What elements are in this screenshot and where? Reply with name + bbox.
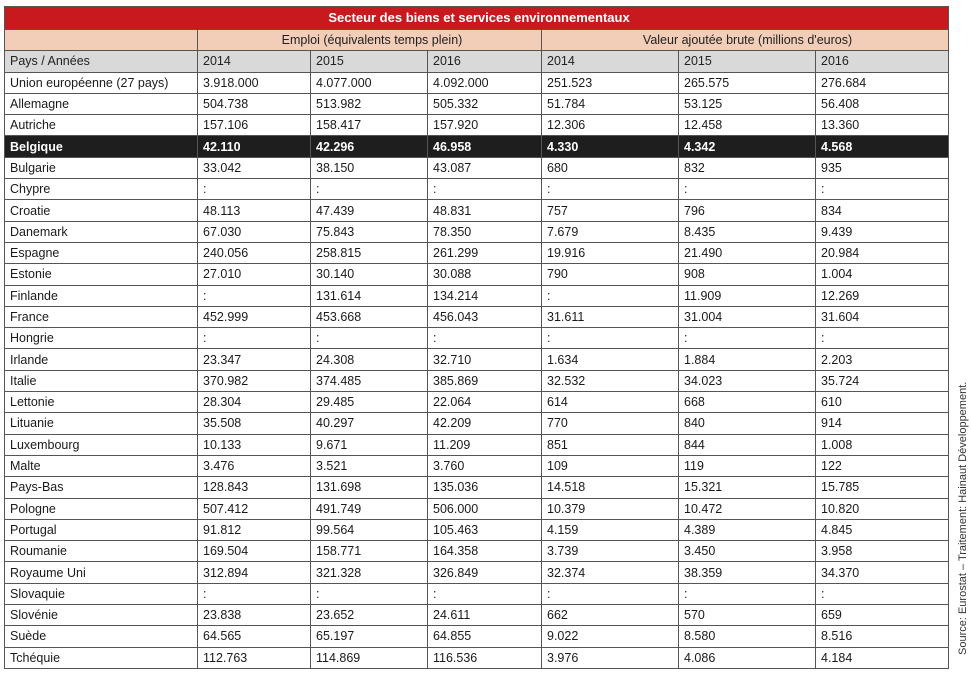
value-cell: 78.350 bbox=[428, 221, 542, 242]
value-cell: 51.784 bbox=[542, 93, 679, 114]
value-cell: 11.909 bbox=[679, 285, 816, 306]
table-row bbox=[5, 498, 949, 519]
value-cell: : bbox=[198, 179, 311, 200]
value-cell: 135.036 bbox=[428, 477, 542, 498]
value-cell: 3.521 bbox=[311, 455, 428, 476]
table-row bbox=[5, 562, 949, 583]
country-cell: Italie bbox=[5, 370, 198, 391]
value-cell: 3.760 bbox=[428, 455, 542, 476]
country-cell: Belgique bbox=[5, 136, 198, 157]
value-cell: : bbox=[542, 179, 679, 200]
year-header: 2014 bbox=[198, 51, 311, 72]
year-header-row bbox=[5, 51, 949, 72]
table-row bbox=[5, 541, 949, 562]
value-cell: 30.088 bbox=[428, 264, 542, 285]
value-cell: 34.023 bbox=[679, 370, 816, 391]
table-row bbox=[5, 349, 949, 370]
country-cell: Autriche bbox=[5, 115, 198, 136]
value-cell: 251.523 bbox=[542, 72, 679, 93]
value-cell: 3.976 bbox=[542, 647, 679, 668]
value-cell: 1.884 bbox=[679, 349, 816, 370]
year-header: 2014 bbox=[542, 51, 679, 72]
value-cell: 312.894 bbox=[198, 562, 311, 583]
value-cell: 240.056 bbox=[198, 242, 311, 263]
value-cell: : bbox=[816, 328, 949, 349]
country-cell: Royaume Uni bbox=[5, 562, 198, 583]
value-added-group-header: Valeur ajoutée brute (millions d'euros) bbox=[542, 30, 949, 51]
country-cell: Lituanie bbox=[5, 413, 198, 434]
value-cell: 614 bbox=[542, 392, 679, 413]
value-cell: 3.918.000 bbox=[198, 72, 311, 93]
value-cell: : bbox=[542, 328, 679, 349]
value-cell: 15.321 bbox=[679, 477, 816, 498]
value-cell: 35.724 bbox=[816, 370, 949, 391]
value-cell: 46.958 bbox=[428, 136, 542, 157]
value-cell: 8.435 bbox=[679, 221, 816, 242]
source-note: Source: Eurostat – Traitement: Hainaut Développement. bbox=[957, 381, 969, 655]
country-cell: France bbox=[5, 306, 198, 327]
value-cell: : bbox=[311, 328, 428, 349]
value-cell: 169.504 bbox=[198, 541, 311, 562]
country-cell: Allemagne bbox=[5, 93, 198, 114]
value-cell: : bbox=[679, 179, 816, 200]
table-title: Secteur des biens et services environnementaux bbox=[5, 7, 949, 30]
table-row bbox=[5, 477, 949, 498]
value-cell: 12.269 bbox=[816, 285, 949, 306]
value-cell: 840 bbox=[679, 413, 816, 434]
value-cell: 9.022 bbox=[542, 626, 679, 647]
value-cell: 38.150 bbox=[311, 157, 428, 178]
table-row bbox=[5, 72, 949, 93]
value-cell: 321.328 bbox=[311, 562, 428, 583]
value-cell: 258.815 bbox=[311, 242, 428, 263]
value-cell: 131.614 bbox=[311, 285, 428, 306]
table-row bbox=[5, 328, 949, 349]
value-cell: 40.297 bbox=[311, 413, 428, 434]
value-cell: 513.982 bbox=[311, 93, 428, 114]
table-row bbox=[5, 200, 949, 221]
country-cell: Roumanie bbox=[5, 541, 198, 562]
value-cell: 7.679 bbox=[542, 221, 679, 242]
value-cell: 832 bbox=[679, 157, 816, 178]
group-header-spacer bbox=[5, 30, 198, 51]
value-cell: 276.684 bbox=[816, 72, 949, 93]
value-cell: 504.738 bbox=[198, 93, 311, 114]
country-cell: Tchéquie bbox=[5, 647, 198, 668]
value-cell: 796 bbox=[679, 200, 816, 221]
value-cell: 53.125 bbox=[679, 93, 816, 114]
table-row bbox=[5, 434, 949, 455]
value-cell: 47.439 bbox=[311, 200, 428, 221]
country-cell: Chypre bbox=[5, 179, 198, 200]
value-cell: 4.845 bbox=[816, 519, 949, 540]
table-container bbox=[4, 6, 948, 669]
value-cell: 22.064 bbox=[428, 392, 542, 413]
value-cell: : bbox=[428, 328, 542, 349]
value-cell: 112.763 bbox=[198, 647, 311, 668]
value-cell: 680 bbox=[542, 157, 679, 178]
value-cell: 4.092.000 bbox=[428, 72, 542, 93]
country-cell: Estonie bbox=[5, 264, 198, 285]
value-cell: 116.536 bbox=[428, 647, 542, 668]
country-cell: Pays-Bas bbox=[5, 477, 198, 498]
table-row bbox=[5, 93, 949, 114]
value-cell: 3.476 bbox=[198, 455, 311, 476]
value-cell: : bbox=[679, 583, 816, 604]
table-row bbox=[5, 392, 949, 413]
value-cell: 128.843 bbox=[198, 477, 311, 498]
value-cell: 385.869 bbox=[428, 370, 542, 391]
value-cell: 261.299 bbox=[428, 242, 542, 263]
value-cell: 370.982 bbox=[198, 370, 311, 391]
country-cell: Espagne bbox=[5, 242, 198, 263]
value-cell: : bbox=[428, 179, 542, 200]
value-cell: 4.330 bbox=[542, 136, 679, 157]
value-cell: 610 bbox=[816, 392, 949, 413]
value-cell: : bbox=[311, 583, 428, 604]
country-cell: Hongrie bbox=[5, 328, 198, 349]
year-header: 2015 bbox=[311, 51, 428, 72]
country-cell: Finlande bbox=[5, 285, 198, 306]
country-cell: Lettonie bbox=[5, 392, 198, 413]
table-body bbox=[5, 72, 949, 668]
table-row bbox=[5, 285, 949, 306]
value-cell: 42.110 bbox=[198, 136, 311, 157]
year-header: 2016 bbox=[816, 51, 949, 72]
value-cell: 28.304 bbox=[198, 392, 311, 413]
value-cell: 164.358 bbox=[428, 541, 542, 562]
value-cell: 10.133 bbox=[198, 434, 311, 455]
value-cell: : bbox=[542, 285, 679, 306]
value-cell: 19.916 bbox=[542, 242, 679, 263]
value-cell: 12.306 bbox=[542, 115, 679, 136]
table-row bbox=[5, 519, 949, 540]
value-cell: 8.580 bbox=[679, 626, 816, 647]
value-cell: 505.332 bbox=[428, 93, 542, 114]
value-cell: 1.634 bbox=[542, 349, 679, 370]
value-cell: 42.209 bbox=[428, 413, 542, 434]
value-cell: 2.203 bbox=[816, 349, 949, 370]
value-cell: 4.342 bbox=[679, 136, 816, 157]
value-cell: 32.532 bbox=[542, 370, 679, 391]
value-cell: 265.575 bbox=[679, 72, 816, 93]
value-cell: 48.113 bbox=[198, 200, 311, 221]
value-cell: 3.958 bbox=[816, 541, 949, 562]
value-cell: 834 bbox=[816, 200, 949, 221]
value-cell: : bbox=[198, 328, 311, 349]
value-cell: 4.568 bbox=[816, 136, 949, 157]
value-cell: 32.374 bbox=[542, 562, 679, 583]
value-cell: 4.077.000 bbox=[311, 72, 428, 93]
value-cell: 662 bbox=[542, 605, 679, 626]
table-row bbox=[5, 626, 949, 647]
country-cell: Pologne bbox=[5, 498, 198, 519]
value-cell: 4.159 bbox=[542, 519, 679, 540]
value-cell: 757 bbox=[542, 200, 679, 221]
country-cell: Suède bbox=[5, 626, 198, 647]
value-cell: 31.611 bbox=[542, 306, 679, 327]
value-cell: 668 bbox=[679, 392, 816, 413]
table-row bbox=[5, 413, 949, 434]
value-cell: 114.869 bbox=[311, 647, 428, 668]
value-cell: 4.184 bbox=[816, 647, 949, 668]
value-cell: 64.855 bbox=[428, 626, 542, 647]
value-cell: : bbox=[198, 285, 311, 306]
value-cell: 770 bbox=[542, 413, 679, 434]
value-cell: 374.485 bbox=[311, 370, 428, 391]
value-cell: 8.516 bbox=[816, 626, 949, 647]
table-row bbox=[5, 306, 949, 327]
value-cell: 9.439 bbox=[816, 221, 949, 242]
table-row bbox=[5, 370, 949, 391]
value-cell: 908 bbox=[679, 264, 816, 285]
value-cell: 3.739 bbox=[542, 541, 679, 562]
value-cell: 29.485 bbox=[311, 392, 428, 413]
value-cell: : bbox=[816, 583, 949, 604]
table-row bbox=[5, 264, 949, 285]
value-cell: 31.004 bbox=[679, 306, 816, 327]
value-cell: 48.831 bbox=[428, 200, 542, 221]
value-cell: 790 bbox=[542, 264, 679, 285]
value-cell: 24.611 bbox=[428, 605, 542, 626]
value-cell: 119 bbox=[679, 455, 816, 476]
value-cell: 10.379 bbox=[542, 498, 679, 519]
country-cell: Luxembourg bbox=[5, 434, 198, 455]
value-cell: 491.749 bbox=[311, 498, 428, 519]
value-cell: 24.308 bbox=[311, 349, 428, 370]
value-cell: 30.140 bbox=[311, 264, 428, 285]
value-cell: 4.389 bbox=[679, 519, 816, 540]
value-cell: 31.604 bbox=[816, 306, 949, 327]
value-cell: 64.565 bbox=[198, 626, 311, 647]
value-cell: 23.652 bbox=[311, 605, 428, 626]
year-header: 2015 bbox=[679, 51, 816, 72]
table-row bbox=[5, 583, 949, 604]
value-cell: 3.450 bbox=[679, 541, 816, 562]
value-cell: 34.370 bbox=[816, 562, 949, 583]
value-cell: 38.359 bbox=[679, 562, 816, 583]
value-cell: 134.214 bbox=[428, 285, 542, 306]
table-row bbox=[5, 647, 949, 668]
value-cell: 35.508 bbox=[198, 413, 311, 434]
value-cell: 33.042 bbox=[198, 157, 311, 178]
value-cell: 935 bbox=[816, 157, 949, 178]
value-cell: : bbox=[816, 179, 949, 200]
value-cell: 507.412 bbox=[198, 498, 311, 519]
value-cell: 570 bbox=[679, 605, 816, 626]
value-cell: 91.812 bbox=[198, 519, 311, 540]
group-header-row bbox=[5, 30, 949, 51]
country-cell: Union européenne (27 pays) bbox=[5, 72, 198, 93]
value-cell: 99.564 bbox=[311, 519, 428, 540]
country-cell: Bulgarie bbox=[5, 157, 198, 178]
value-cell: 75.843 bbox=[311, 221, 428, 242]
value-cell: 4.086 bbox=[679, 647, 816, 668]
value-cell: : bbox=[311, 179, 428, 200]
value-cell: : bbox=[428, 583, 542, 604]
value-cell: 15.785 bbox=[816, 477, 949, 498]
country-cell: Slovaquie bbox=[5, 583, 198, 604]
value-cell: 9.671 bbox=[311, 434, 428, 455]
value-cell: 67.030 bbox=[198, 221, 311, 242]
value-cell: 32.710 bbox=[428, 349, 542, 370]
value-cell: : bbox=[542, 583, 679, 604]
value-cell: 43.087 bbox=[428, 157, 542, 178]
value-cell: 27.010 bbox=[198, 264, 311, 285]
value-cell: : bbox=[198, 583, 311, 604]
value-cell: 65.197 bbox=[311, 626, 428, 647]
country-cell: Malte bbox=[5, 455, 198, 476]
country-cell: Croatie bbox=[5, 200, 198, 221]
value-cell: 11.209 bbox=[428, 434, 542, 455]
value-cell: 10.472 bbox=[679, 498, 816, 519]
table-row bbox=[5, 179, 949, 200]
value-cell: 157.106 bbox=[198, 115, 311, 136]
table-row bbox=[5, 221, 949, 242]
table-row bbox=[5, 455, 949, 476]
country-cell: Slovénie bbox=[5, 605, 198, 626]
table-row bbox=[5, 157, 949, 178]
value-cell: 21.490 bbox=[679, 242, 816, 263]
environmental-sector-table bbox=[4, 6, 949, 669]
value-cell: 12.458 bbox=[679, 115, 816, 136]
value-cell: 1.008 bbox=[816, 434, 949, 455]
value-cell: 326.849 bbox=[428, 562, 542, 583]
value-cell: 851 bbox=[542, 434, 679, 455]
value-cell: 122 bbox=[816, 455, 949, 476]
value-cell: 452.999 bbox=[198, 306, 311, 327]
value-cell: 506.000 bbox=[428, 498, 542, 519]
year-header: 2016 bbox=[428, 51, 542, 72]
table-row bbox=[5, 605, 949, 626]
value-cell: 453.668 bbox=[311, 306, 428, 327]
value-cell: 844 bbox=[679, 434, 816, 455]
value-cell: 1.004 bbox=[816, 264, 949, 285]
table-row bbox=[5, 242, 949, 263]
value-cell: 42.296 bbox=[311, 136, 428, 157]
title-row bbox=[5, 7, 949, 30]
country-cell: Irlande bbox=[5, 349, 198, 370]
value-cell: 914 bbox=[816, 413, 949, 434]
table-row bbox=[5, 136, 949, 157]
country-cell: Danemark bbox=[5, 221, 198, 242]
value-cell: 131.698 bbox=[311, 477, 428, 498]
value-cell: 23.347 bbox=[198, 349, 311, 370]
value-cell: 659 bbox=[816, 605, 949, 626]
value-cell: 14.518 bbox=[542, 477, 679, 498]
value-cell: 105.463 bbox=[428, 519, 542, 540]
value-cell: 157.920 bbox=[428, 115, 542, 136]
value-cell: 158.417 bbox=[311, 115, 428, 136]
country-cell: Portugal bbox=[5, 519, 198, 540]
value-cell: : bbox=[679, 328, 816, 349]
value-cell: 56.408 bbox=[816, 93, 949, 114]
value-cell: 13.360 bbox=[816, 115, 949, 136]
value-cell: 20.984 bbox=[816, 242, 949, 263]
value-cell: 158.771 bbox=[311, 541, 428, 562]
value-cell: 456.043 bbox=[428, 306, 542, 327]
country-year-header: Pays / Années bbox=[5, 51, 198, 72]
employment-group-header: Emploi (équivalents temps plein) bbox=[198, 30, 542, 51]
table-row bbox=[5, 115, 949, 136]
value-cell: 23.838 bbox=[198, 605, 311, 626]
value-cell: 109 bbox=[542, 455, 679, 476]
value-cell: 10.820 bbox=[816, 498, 949, 519]
